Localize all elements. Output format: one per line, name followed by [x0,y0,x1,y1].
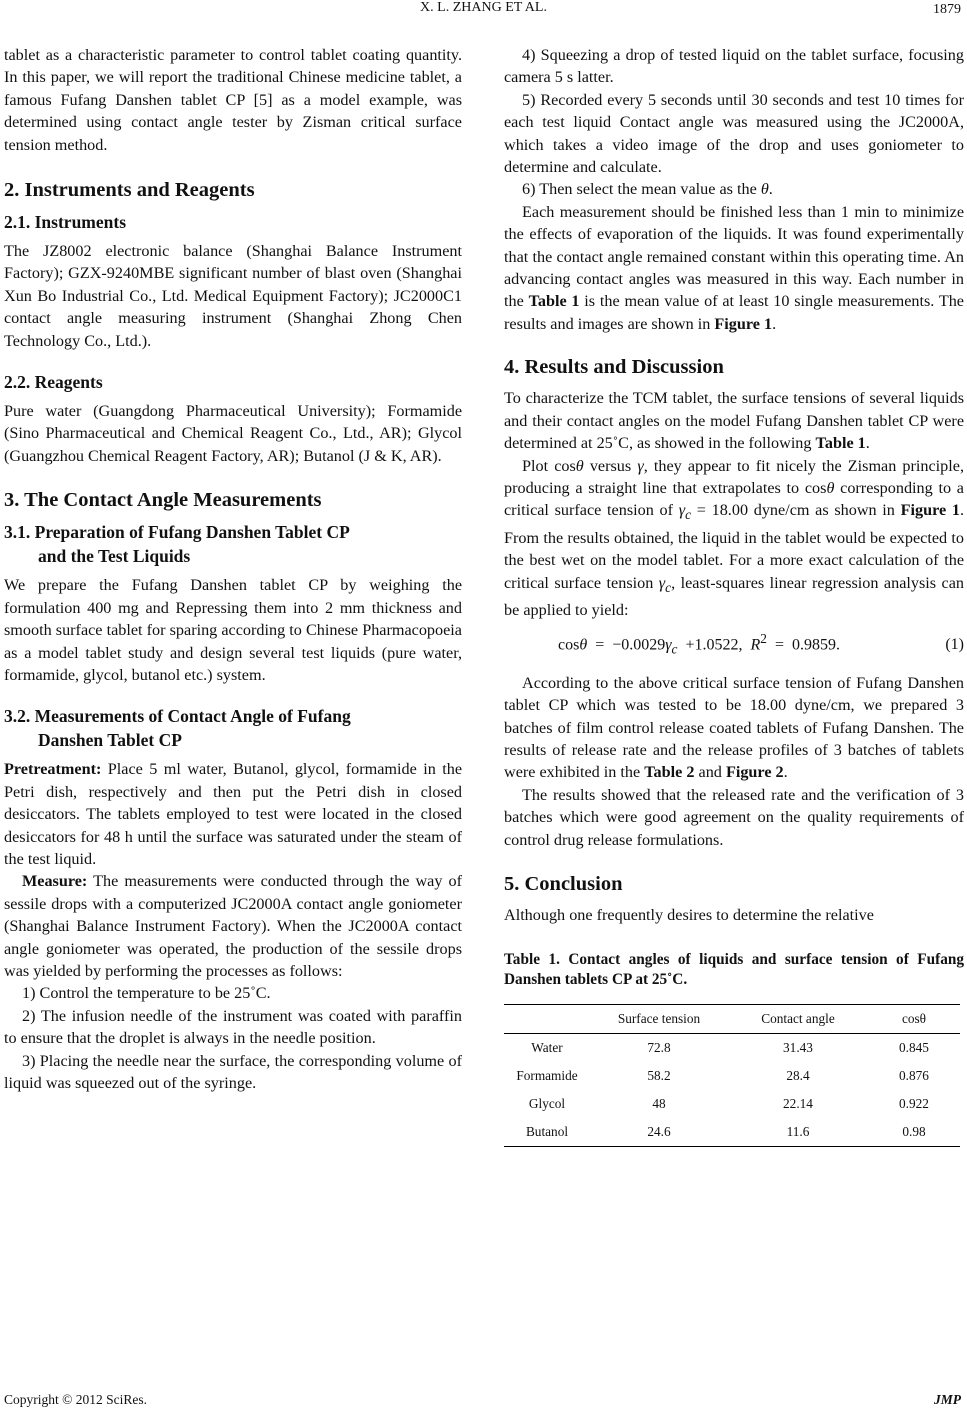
section-4-title: 4. Results and Discussion [504,356,724,379]
table-header-cell [504,1005,590,1034]
results-text-2: . [865,434,870,453]
table-1-ref: Table 1 [528,292,580,311]
plot-text-d: corresponding to a critical surface tension of [504,478,964,520]
table-cell: 0.922 [899,1096,929,1112]
results-text-1: To characterize the TCM tablet, the surface tensions of several liquids and their contact angles on the model Fufang Danshen tablet CP were determined at 25˚C, as showed in the following [504,389,964,453]
table-1 [504,1004,960,1147]
intro-paragraph: tablet as a characteristic parameter to control tablet coating quantity. In this paper, we will report the traditional Chinese medicine tablet, a famous Fufang Danshen tablet CP [5] as a model example, was determined using contact angle tester by Zisman critical surface tension method. [4,46,462,154]
plot-text-g: , least-squares linear regression analysis can be applied to yield: [504,573,964,620]
step-6 [504,178,964,200]
section-3-1-title-line2: and the Test Liquids [38,546,191,567]
table-cell: Formamide [516,1068,578,1084]
plot-text-c: , they appear to fit nicely the Zisman principle, producing a straight line that extrapolates to cos [504,456,964,497]
plot-text-a: Plot cos [522,456,576,475]
table-cell: 28.4 [786,1068,810,1084]
eq-cos: cos [558,636,580,654]
step-1: 1) Control the temperature to be 25˚C. [22,984,271,1003]
step-3: 3) Placing the needle near the surface, the corresponding volume of liquid was squeezed out of the syringe. [4,1051,462,1092]
section-3-title: 3. The Contact Angle Measurements [4,489,322,512]
preparation-paragraph: We prepare the Fufang Danshen tablet CP by weighing the formulation 400 mg and Repressing them into 2 mm thickness and smooth surface tablet for sparing according to Chinese Pharmacopoeia as a model tablet study and design several test liquids (pure water, formamide, glycol, butanol etc.) system. [4,576,462,684]
measure-label: Measure: [22,872,88,891]
section-2-2-title: 2.2. Reagents [4,372,103,393]
theta-symbol: θ [760,180,769,199]
according-paragraph [504,672,964,784]
table-cell: 0.845 [899,1040,929,1056]
section-3-2-title-line1: 3.2. Measurements of Contact Angle of Fufang [4,706,351,727]
table-cell: 48 [652,1096,666,1112]
table-cell: 58.2 [647,1068,671,1084]
eq-r2-value: = 0.9859. [766,636,840,654]
step-5: 5) Recorded every 5 seconds until 30 seconds and test 10 times for each test liquid Contact angle was measured using the JC2000A, which takes a video image of the drop and uses goniometer to determine and calculate. [504,90,964,177]
table-row [504,1062,960,1090]
gamma-c-subscript-2: c [665,580,672,595]
section-2-1-title: 2.1. Instruments [4,212,127,233]
table-header-cell: Contact angle [761,1011,835,1027]
table-cell: 72.8 [647,1040,671,1056]
results-paragraph [504,387,964,454]
table-row [504,1090,960,1118]
plot-text-f: . From the results obtained, the liquid in the tablet would be expected to the best wet on the model tablet. For a more exact calculation of the critical surface tension [504,501,965,592]
table-cell: Glycol [528,1096,566,1112]
according-and: and [694,763,726,782]
measure-paragraph [4,870,462,982]
verification-paragraph: The results showed that the released rate and the verification of 3 batches which were good agreement on the quality requirements of control drug release formulations. [504,785,964,849]
eq-theta: θ [579,636,588,654]
table-cell: Butanol [525,1124,569,1140]
measurement-paragraph [504,201,964,335]
conclusion-paragraph: Although one frequently desires to determine the relative [504,906,874,925]
table-1-caption: Table 1. Contact angles of liquids and surface tension of Fufang Danshen tablets CP at 25˚C. [504,951,964,989]
eq-R-superscript: 2 [760,631,767,647]
step-4: 4) Squeezing a drop of tested liquid on the tablet surface, focusing camera 5 s latter. [504,46,964,87]
step-6-end: . [768,180,773,199]
running-header-authors: X. L. ZHANG ET AL. [420,0,547,15]
eq-R: R [750,636,761,654]
table-row [504,1118,960,1147]
eq-coefficient: = −0.0029 [587,636,666,654]
table-cell: 31.43 [783,1040,813,1056]
gamma-c-subscript: c [685,507,692,523]
section-5-title: 5. Conclusion [504,873,623,896]
pretreatment-text: Place 5 ml water, Butanol, glycol, formamide in the Petri dish, respectively and then put the Petri dish in closed desiccators. The tablets employed to test were located in the closed desiccators for 48 h until the surface was saturated under the steam of the test liquid. [4,760,462,868]
table-header-cell: Surface tension [617,1011,701,1027]
figure-1-ref-2: Figure 1 [900,501,960,520]
table-2-ref: Table 2 [644,763,695,782]
eq-intercept: +1.0522, [677,636,751,654]
measure-text: The measurements were conducted through the way of sessile drops with a computerized JC2000A contact angle goniometer (Shanghai Balance Instrument Factory). When the JC2000A contact angle goniometer was operated, the production of the sessile drops was yielded by performing the processes as follows: [4,872,462,980]
reagents-paragraph: Pure water (Guangdong Pharmaceutical University); Formamide (Sino Pharmaceutical and Chemical Reagent Co., Ltd., AR); Glycol (Guangzhou Chemical Reagent Factory, AR); Butanol (J & K, AR). [4,402,462,465]
left-column [4,44,462,1094]
table-cell: Water [531,1040,563,1056]
according-end: . [783,763,788,782]
pretreatment-paragraph [4,758,462,870]
footer-copyright: Copyright © 2012 SciRes. [4,1392,148,1407]
section-3-1-title-line1: 3.1. Preparation of Fufang Danshen Tablet CP [4,522,350,543]
measurement-text-3: . [772,314,777,333]
measurement-text-1: Each measurement should be finished less than 1 min to minimize the effects of evaporation of the liquids. It was found experimentally that the contact angle remained constant within this operating time. An advancing contact angles was measured in this way. Each number in the [504,202,964,311]
eq-gamma-sub: c [671,641,678,657]
plot-text-e: = 18.00 dyne/cm as shown in [691,501,901,520]
table-cell: 22.14 [783,1096,813,1112]
step-2: 2) The infusion needle of the instrument was coated with paraffin to ensure that the droplet is always in the needle position. [4,1006,462,1048]
table-header-cell: cosθ [901,1011,927,1027]
theta-symbol-2: θ [575,456,584,475]
eq-gamma: γ [665,636,672,654]
gamma-c-symbol-2: γ [658,573,666,592]
gamma-symbol: γ [637,456,644,475]
equation-1 [504,630,964,660]
section-2-title: 2. Instruments and Reagents [4,179,255,202]
table-row [504,1034,960,1063]
figure-2-ref: Figure 2 [725,763,784,782]
equation-number: (1) [945,635,964,653]
measurement-text-2: is the mean value of at least 10 single measurements. The results and images are shown in [504,292,964,333]
section-3-1-title [4,520,462,568]
table-cell: 0.876 [899,1068,929,1084]
table-1-ref-2: Table 1 [815,434,866,453]
pretreatment-label: Pretreatment: [4,760,102,779]
figure-1-ref: Figure 1 [714,314,773,333]
plot-text-b: versus [583,456,638,475]
footer-journal: JMP [934,1392,961,1407]
table-cell: 11.6 [786,1124,810,1140]
section-3-2-title-line2: Danshen Tablet CP [38,730,182,751]
table-header-row [504,1005,960,1034]
theta-symbol-3: θ [826,478,835,497]
table-cell: 24.6 [647,1124,671,1140]
gamma-c-symbol: γ [678,501,686,520]
instruments-paragraph: The JZ8002 electronic balance (Shanghai Balance Instrument Factory); GZX-9240MBE significant number of blast oven (Shanghai Xun Bo Industrial Co., Ltd. Medical Equipment Factory); JC2000C1 contact angle measuring instrument (Shanghai Zhong Chen Technology Co., Ltd.). [4,242,462,350]
page-number: 1879 [933,2,961,17]
according-text-1: According to the above critical surface tension of Fufang Danshen tablet CP which was tested to be 18.00 dyne/cm, we prepared 3 batches of film control release coated tablets of Fufang Danshen. The results of release rate and the release profiles of 3 batches of tablets were exhibited in the [504,673,964,782]
step-6-text: 6) Then select the mean value as the [522,180,761,199]
section-3-2-title [4,704,462,752]
equation-body [504,628,840,661]
table-cell: 0.98 [902,1124,926,1140]
right-column [504,44,964,1147]
plot-paragraph [504,455,964,622]
